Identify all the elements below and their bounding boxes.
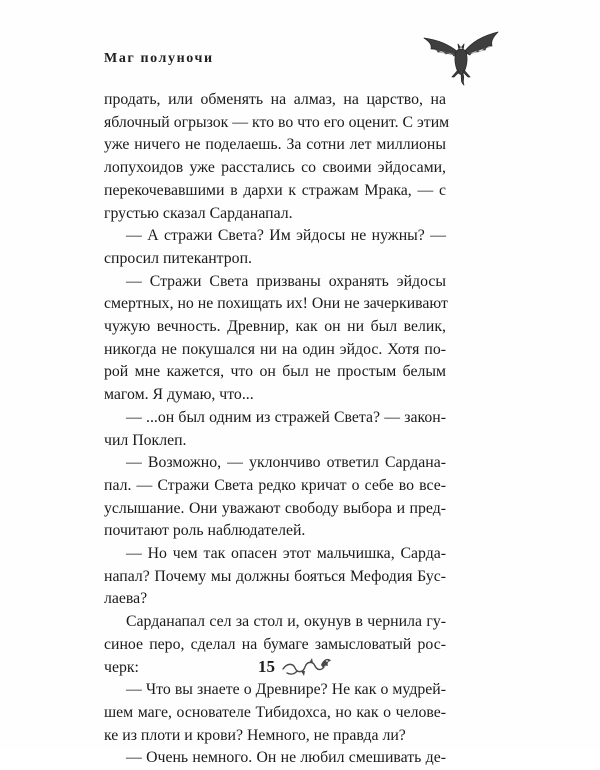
text-line: перекочевавшими в дархи к стражам Мрака, — с [104, 181, 446, 199]
page-footer [258, 655, 333, 679]
text-line: — Что вы знаете о Древнире? Не как о мудрей- [126, 681, 446, 699]
text-line: рой мне кажется, что он был не простым белым [104, 363, 446, 381]
text-line: — Очень немного. Он не любил смешивать де- [126, 749, 446, 767]
text-line: — Но чем так опасен этот мальчишка, Сарда- [126, 545, 446, 563]
text-line: грустью сказал Сарданапал. [104, 204, 293, 222]
text-line: лопухоидов уже расстались со своими эйдосами, [104, 159, 446, 177]
text-line: уже ничего не поделаешь. За сотни лет миллионы [104, 136, 446, 154]
text-line: черк: [104, 658, 139, 676]
text-line: лаева? [104, 590, 148, 608]
dragon-flourish-icon [281, 655, 333, 679]
text-line: никогда не покушался ни на один эйдос. Хотя по- [104, 340, 446, 358]
text-line: — А стражи Света? Им эйдосы не нужны? — [126, 227, 446, 245]
text-line: шем маге, основателе Тибидохса, но как о челове- [104, 703, 446, 721]
bat-creature-icon [418, 30, 502, 88]
text-line: магом. Я думаю, что... [104, 386, 254, 404]
text-line: услышание. Они уважают свободу выбора и пред- [104, 499, 446, 517]
text-line: — Возможно, — уклончиво ответил Сардана- [126, 454, 446, 472]
text-line: напал? Почему мы должны бояться Мефодия Бус- [104, 567, 446, 585]
text-line: спросил питекантроп. [104, 249, 252, 267]
text-line: продать, или обменять на алмаз, на царство, на [104, 91, 446, 108]
text-line: почитают роль наблюдателей. [104, 522, 306, 540]
text-line: чил Поклеп. [104, 431, 187, 449]
text-line: ке из плоти и крови? Немного, не правда ли? [104, 726, 406, 744]
text-line: чужую вечность. Древнир, как он ни был велик, [104, 318, 446, 336]
text-line: пал. — Стражи Света редко кричат о себе во все- [104, 476, 446, 494]
text-line: — Стражи Света призваны охранять эйдосы [126, 272, 446, 290]
page-number: 15 [258, 657, 275, 676]
running-title: Маг полуночи [104, 51, 214, 66]
text-line: Сарданапал сел за стол и, окунув в чернила гу- [126, 613, 446, 631]
text-line: яблочный огрызок — кто во что его оценит. С этим [104, 113, 450, 131]
text-line: — ...он был одним из стражей Света? — закон- [126, 408, 446, 426]
text-line: синое перо, сделал на бумаге замысловатый рос- [104, 635, 446, 653]
text-line: смертных, но не похищать их! Они не зачеркивают [104, 295, 448, 313]
